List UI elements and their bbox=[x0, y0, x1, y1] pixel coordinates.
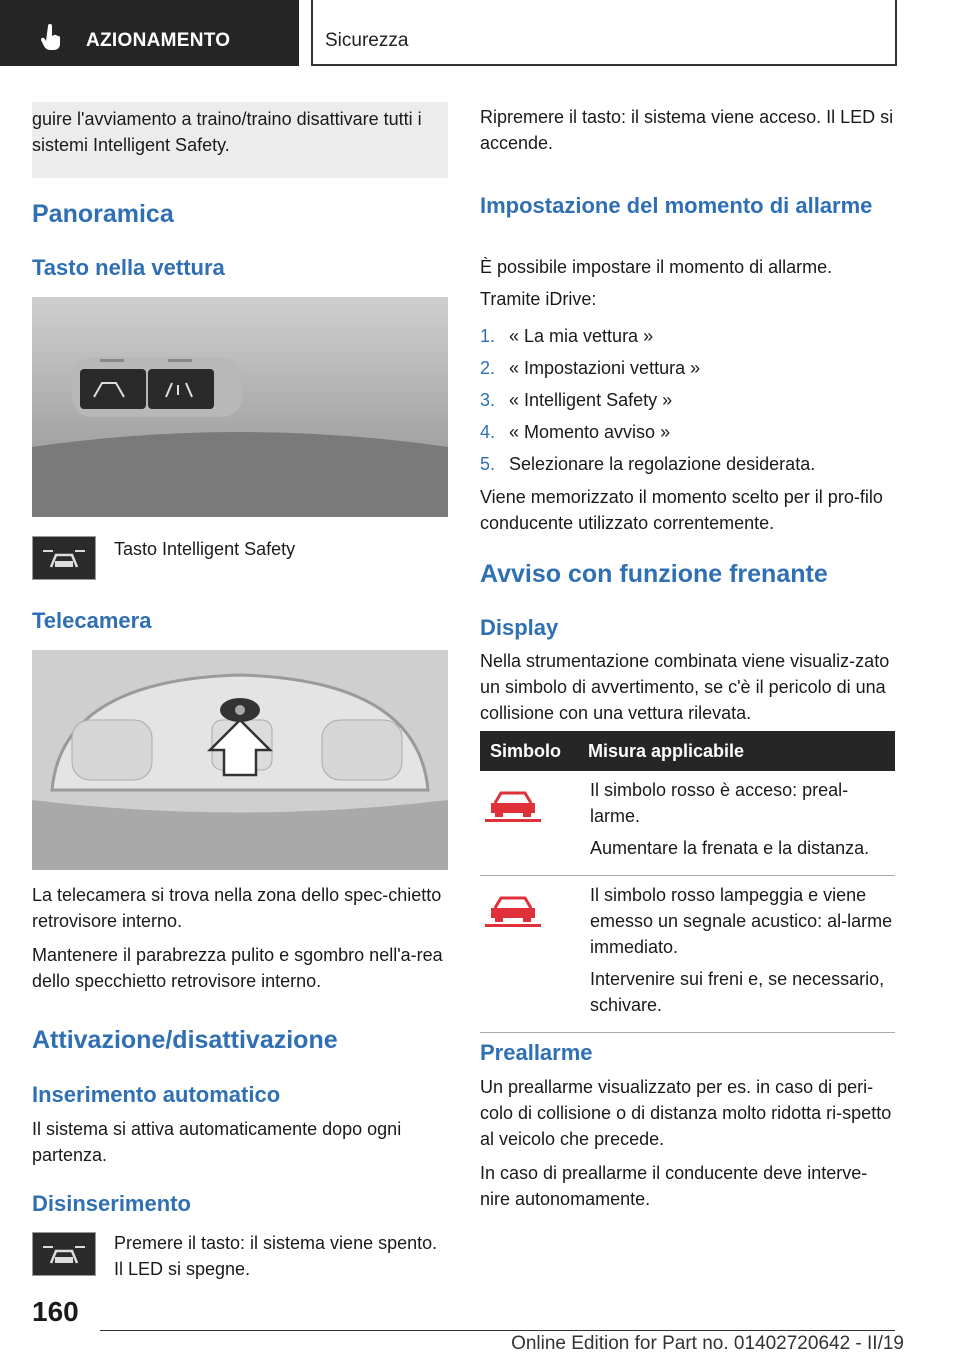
header-bar bbox=[0, 0, 960, 66]
key-caption: Tasto Intelligent Safety bbox=[114, 539, 296, 559]
hand-pointer-icon bbox=[40, 24, 64, 52]
heading-impostazione: Impostazione del momento di allarme bbox=[480, 193, 873, 218]
disinserimento-row bbox=[32, 1232, 448, 1282]
intelligent-safety-key-icon bbox=[32, 536, 96, 580]
note-text: guire l'avviamento a traino/traino disattivare tutti i sistemi Intelligent Safety. bbox=[32, 102, 448, 178]
red-car-warning-icon bbox=[481, 888, 545, 928]
red-car-warning-icon bbox=[481, 783, 545, 823]
camera-paragraph-1: La telecamera si trova nella zona dello spec-chietto retrovisore interno. bbox=[32, 885, 442, 931]
table-header-misura: Misura applicabile bbox=[578, 731, 895, 771]
tab-sicurezza[interactable] bbox=[311, 0, 897, 66]
page-number: 160 bbox=[32, 1296, 79, 1327]
heading-display: Display bbox=[480, 615, 559, 640]
list-item: 1. « La mia vettura » bbox=[480, 326, 654, 346]
section-label: Sicurezza bbox=[325, 30, 409, 51]
disinserimento-text: Premere il tasto: il sistema viene spento. Il LED si spegne. bbox=[114, 1233, 438, 1279]
table-cell-symbol bbox=[480, 876, 578, 1033]
preallarme-p1: Un preallarme visualizzato per es. in caso di peri-colo di collisione o di distanza molto ridotta ri-spetto al veicolo che precede. bbox=[480, 1077, 892, 1149]
tab-label: AZIONAMENTO bbox=[86, 30, 231, 51]
symbol-table bbox=[480, 731, 895, 1033]
table-cell-text: Il simbolo rosso è acceso: preal-larme. Aumentare la frenata e la distanza. bbox=[578, 771, 895, 876]
impostazione-p1: È possibile impostare il momento di allarme. bbox=[480, 257, 833, 277]
footer-edition: Online Edition for Part no. 01402720642 - II/19 bbox=[511, 1333, 904, 1354]
heading-attivazione: Attivazione/disattivazione bbox=[32, 1026, 338, 1054]
camera-photo bbox=[32, 650, 448, 870]
impostazione-block bbox=[480, 254, 895, 536]
heading-disinserimento: Disinserimento bbox=[32, 1191, 191, 1216]
preallarme-p2: In caso di preallarme il conducente deve interve-nire autonomamente. bbox=[480, 1163, 868, 1209]
heading-telecamera: Telecamera bbox=[32, 608, 152, 633]
intro-block bbox=[480, 104, 895, 156]
table-header-simbolo: Simbolo bbox=[480, 731, 578, 771]
inserimento-text: Il sistema si attiva automaticamente dopo ogni partenza. bbox=[32, 1119, 402, 1165]
table-cell-text: Il simbolo rosso lampeggia e viene emesso un segnale acustico: al-larme immediato. Intervenire sui freni e, se necessario, schivare. bbox=[578, 876, 895, 1033]
table-row bbox=[480, 876, 895, 1033]
steps-list bbox=[480, 320, 895, 480]
list-item: 5. Selezionare la regolazione desiderata. bbox=[480, 454, 816, 474]
intelligent-safety-key-icon bbox=[32, 1232, 96, 1276]
tab-azionamento[interactable] bbox=[0, 0, 299, 66]
key-caption-row bbox=[32, 536, 448, 580]
camera-paragraph-2: Mantenere il parabrezza pulito e sgombro nell'a-rea dello specchietto retrovisore interno. bbox=[32, 945, 443, 991]
table-cell-symbol bbox=[480, 771, 578, 876]
camera-text bbox=[32, 882, 448, 994]
table-row bbox=[480, 771, 895, 876]
note-box bbox=[32, 102, 448, 178]
heading-preallarme: Preallarme bbox=[480, 1040, 593, 1065]
display-text: Nella strumentazione combinata viene visualiz-zato un simbolo di avvertimento, se c'è il pericolo di una collisione con una vettura rilevata. bbox=[480, 651, 890, 723]
intro-text: Ripremere il tasto: il sistema viene acceso. Il LED si accende. bbox=[480, 107, 894, 153]
impostazione-p3: Viene memorizzato il momento scelto per il pro-filo conducente utilizzato correntemente. bbox=[480, 487, 883, 533]
preallarme-block bbox=[480, 1074, 895, 1212]
list-item: 4. « Momento avviso » bbox=[480, 422, 671, 442]
heading-panoramica: Panoramica bbox=[32, 200, 174, 228]
impostazione-p2: Tramite iDrive: bbox=[480, 289, 597, 309]
heading-avviso: Avviso con funzione frenante bbox=[480, 560, 828, 588]
list-item: 2. « Impostazioni vettura » bbox=[480, 358, 701, 378]
display-block bbox=[480, 648, 895, 726]
button-panel-photo bbox=[32, 297, 448, 517]
heading-inserimento: Inserimento automatico bbox=[32, 1082, 281, 1107]
inserimento-block bbox=[32, 1116, 448, 1168]
heading-tasto: Tasto nella vettura bbox=[32, 255, 225, 280]
list-item: 3. « Intelligent Safety » bbox=[480, 390, 673, 410]
footer-divider bbox=[100, 1330, 895, 1331]
